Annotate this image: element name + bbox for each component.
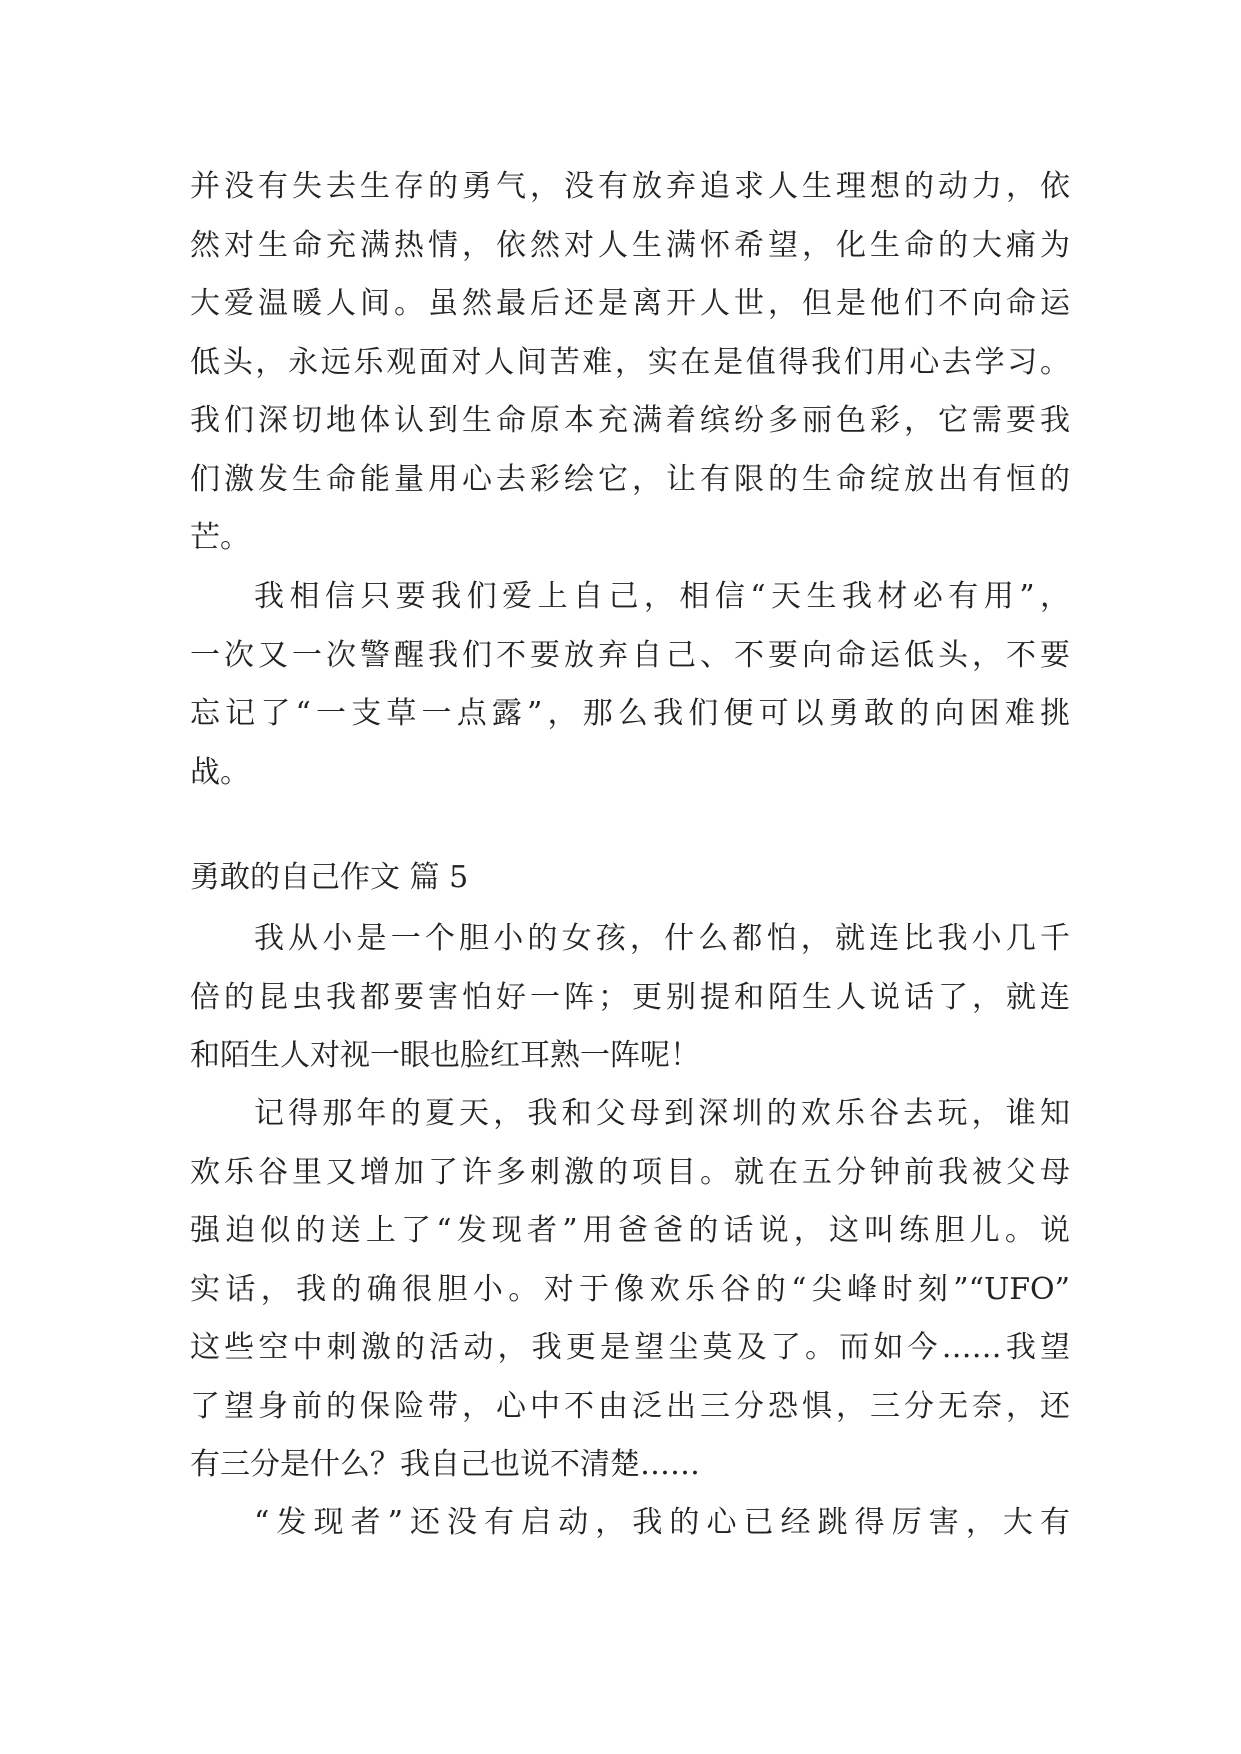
text-line: 和陌生人对视一眼也脸红耳熟一阵呢！ — [190, 1038, 700, 1073]
text-line: 实话，我的确很胆小。对于像欢乐谷的“尖峰时刻”“UFO” — [190, 1271, 1070, 1307]
text-line: 有三分是什么？我自己也说不清楚…… — [190, 1447, 700, 1482]
text-line: 然对生命充满热情，依然对人生满怀希望，化生命的大痛为 — [190, 227, 1070, 263]
text-line: 们激发生命能量用心去彩绘它，让有限的生命绽放出有恒的 — [190, 461, 1070, 497]
text-line: 大爱温暖人间。虽然最后还是离开人世，但是他们不向命运 — [190, 286, 1070, 321]
text-line: 我们深切地体认到生命原本充满着缤纷多丽色彩，它需要我 — [190, 403, 1070, 438]
text-line: 记得那年的夏天，我和父母到深圳的欢乐谷去玩，谁知 — [254, 1096, 1070, 1131]
text-line: 我从小是一个胆小的女孩，什么都怕，就连比我小几千 — [254, 921, 1070, 956]
paragraph-believe-yourself — [190, 568, 1070, 802]
text-line: 强迫似的送上了“发现者”用爸爸的话说，这叫练胆儿。说 — [190, 1213, 1070, 1248]
text-line: 芒。 — [190, 520, 250, 555]
paragraph-happy-valley — [190, 1085, 1070, 1495]
paragraph-timid-girl — [190, 910, 1070, 1086]
text-line: 欢乐谷里又增加了许多刺激的项目。就在五分钟前我被父母 — [190, 1154, 1070, 1190]
text-line: 我相信只要我们爱上自己，相信“天生我材必有用”， — [254, 579, 1070, 614]
text-line: 一次又一次警醒我们不要放弃自己、不要向命运低头，不要 — [190, 637, 1070, 673]
text-line: 了望身前的保险带，心中不由泛出三分恐惧，三分无奈，还 — [190, 1388, 1070, 1424]
text-line: 倍的昆虫我都要害怕好一阵；更别提和陌生人说话了，就连 — [190, 979, 1070, 1015]
text-line: 忘记了“一支草一点露”，那么我们便可以勇敢的向困难挑 — [190, 696, 1070, 731]
text-line: “发现者”还没有启动，我的心已经跳得厉害，大有 — [254, 1505, 1070, 1540]
paragraph-life-courage — [190, 158, 1070, 568]
paragraph-discoverer-ride — [190, 1494, 1070, 1553]
text-line: 并没有失去生存的勇气，没有放弃追求人生理想的动力，依 — [190, 169, 1070, 204]
text-line: 低头，永远乐观面对人间苦难，实在是值得我们用心去学习。 — [190, 344, 1070, 380]
text-line: 战。 — [190, 754, 250, 790]
text-line: 这些空中刺激的活动，我更是望尘莫及了。而如今……我望 — [190, 1330, 1070, 1365]
essay-heading: 勇敢的自己作文 篇 5 — [190, 860, 469, 895]
